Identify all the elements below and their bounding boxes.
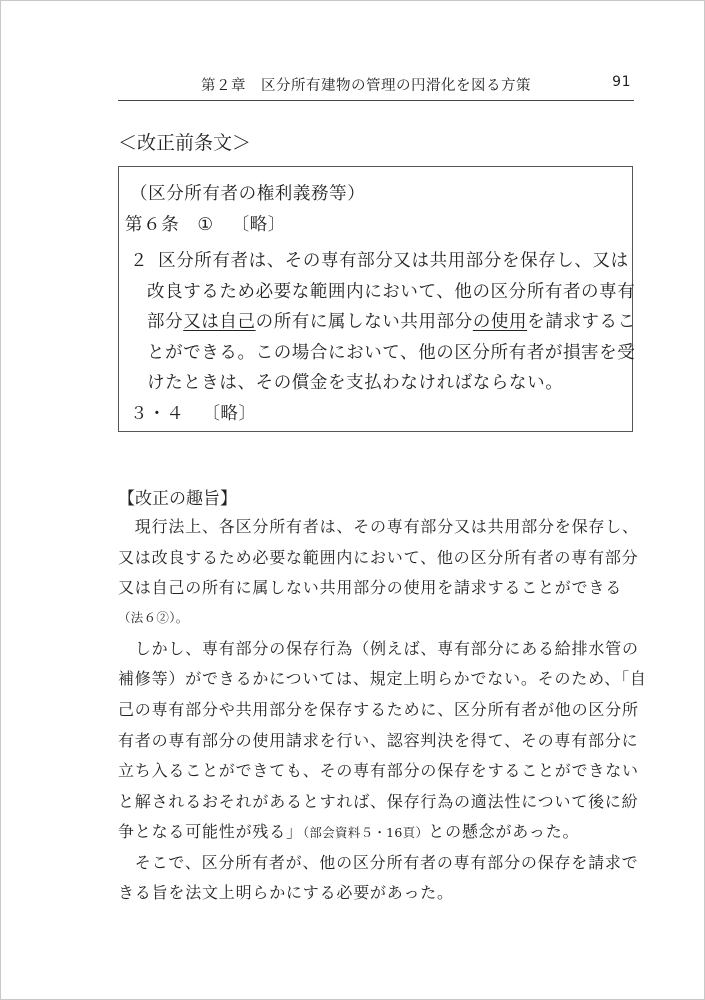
underlined-text: の使用 xyxy=(472,312,528,332)
committee-material-reference: （部会資料５・16頁） xyxy=(302,825,429,840)
body-line: 立ち入ることができても、その専有部分の保存をすることができない xyxy=(118,761,639,780)
text-segment: との懸念があった。 xyxy=(428,822,580,841)
provision-caption: （区分所有者の権利義務等） xyxy=(130,184,366,204)
body-line: 有者の専有部分の使用請求を行い、認容判決を得て、その専有部分に xyxy=(118,731,639,750)
section-heading: ＜改正前条文＞ xyxy=(118,132,252,154)
body-line: 又は改良するため必要な範囲内において、他の区分所有者の専有部分 xyxy=(118,548,639,567)
chapter-title: 第２章 区分所有建物の管理の円滑化を図る方策 xyxy=(201,78,531,94)
body-line: しかし、専有部分の保存行為（例えば、専有部分にある給排水管の xyxy=(118,639,639,658)
body-line: と解されるおそれがあるとすれば、保存行為の適法性について後に紛 xyxy=(118,792,639,811)
running-header xyxy=(118,72,634,96)
paragraph-2-line-4: とができる。この場合において、他の区分所有者が損害を受 xyxy=(147,343,636,363)
body-line: 己の専有部分や共用部分を保存するために、区分所有者が他の区分所 xyxy=(118,700,639,719)
body-line: 現行法上、各区分所有者は、その専有部分又は共用部分を保存し、 xyxy=(118,517,639,536)
underlined-text: 又は自己 xyxy=(183,312,256,332)
paragraph-3-4-number: ３・４ xyxy=(130,404,185,424)
paragraph-mark: ① xyxy=(197,215,214,235)
page-number: 91 xyxy=(612,74,631,90)
text-segment: 争となる可能性が残る」 xyxy=(118,822,303,841)
omitted-mark: 〔略〕 xyxy=(231,215,286,235)
article-6-paragraph-1 xyxy=(125,211,286,236)
omitted-mark: 〔略〕 xyxy=(202,404,257,424)
paragraph-2-text: 区分所有者は、その専有部分又は共用部分を保存し、又は xyxy=(158,251,629,271)
text-segment: 部分 xyxy=(147,312,184,332)
paragraph-2-number: ２ xyxy=(130,251,149,271)
paragraph-2-line-5: けたときは、その償金を支払わなければならない。 xyxy=(147,373,564,393)
text-segment: を請求するこ xyxy=(527,312,636,332)
paragraphs-3-4 xyxy=(130,400,257,425)
article-number: 第６条 xyxy=(125,215,180,235)
pre-amendment-provision-box xyxy=(118,166,636,432)
law-reference: （法６②）。 xyxy=(118,610,189,625)
body-line-dispute xyxy=(118,819,579,842)
paragraph-2-line-2: 改良するため必要な範囲内において、他の区分所有者の専有 xyxy=(147,282,636,302)
header-rule xyxy=(118,100,634,101)
body-line: きる旨を法文上明らかにする必要があった。 xyxy=(118,883,454,902)
body-line: 又は自己の所有に属しない共用部分の使用を請求することができる xyxy=(118,578,623,597)
paragraph-2-line-3 xyxy=(147,308,636,333)
purpose-heading: 【改正の趣旨】 xyxy=(118,489,237,509)
text-segment: の所有に属しない共用部分 xyxy=(255,312,473,332)
paragraph-2-line-1 xyxy=(130,247,629,272)
body-line: そこで、区分所有者が、他の区分所有者の専有部分の保存を請求で xyxy=(118,853,639,872)
body-line: 補修等）ができるかについては、規定上明らかでない。そのため、「自 xyxy=(118,669,647,688)
